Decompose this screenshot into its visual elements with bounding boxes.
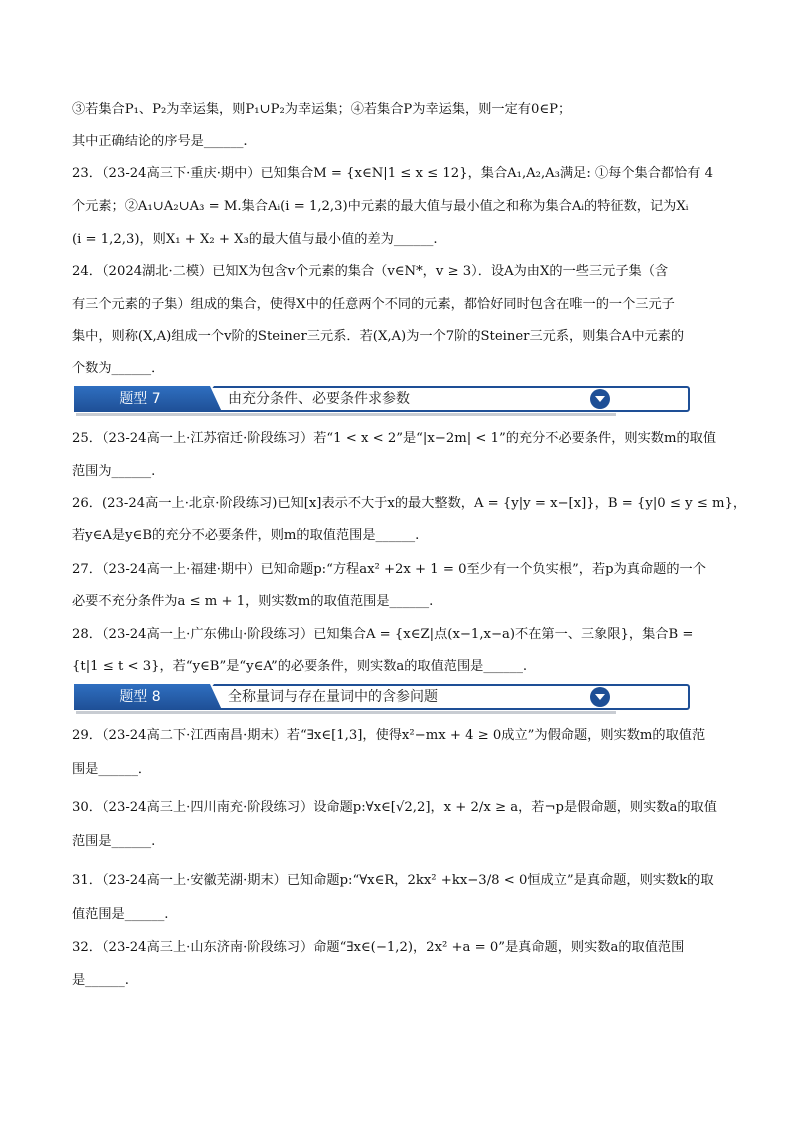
question-31: 31．（23-24高一上·安徽芜湖·期末）已知命题p:“∀x∈R，2kx² +kx−3/8 < 0恒成立”是真命题，则实数k的取	[72, 873, 714, 888]
question-29: 29．（23-24高二下·江西南昌·期末）若“∃x∈[1,3]，使得x²−mx + 4 ≥ 0成立”为假命题，则实数m的取值范	[72, 728, 706, 743]
text-line: 范围为______.	[72, 464, 156, 479]
text-line: 围是______．	[72, 762, 152, 777]
question-30: 30．（23-24高三上·四川南充·阶段练习）设命题p:∀x∈[√2,2]，x + 2/x ≥ a，若¬p是假命题，则实数a的取值	[72, 800, 717, 815]
question-26: 26．(23-24高一上·北京·阶段练习)已知[x]表示不大于x的最大整数，A = {y|y = x−[x]}，B = {y|0 ≤ y ≤ m}，	[72, 496, 747, 511]
section-tag: 题型 7	[74, 386, 206, 412]
text-line: (i = 1,2,3)，则X₁ + X₂ + X₃的最大值与最小值的差为______.	[72, 232, 438, 247]
text-line: 必要不充分条件为a ≤ m + 1，则实数m的取值范围是______.	[72, 594, 434, 609]
question-28: 28．（23-24高一上·广东佛山·阶段练习）已知集合A = {x∈Z|点(x−1,x−a)不在第一、三象限}，集合B =	[72, 627, 694, 642]
question-27: 27．（23-24高一上·福建·期中）已知命题p:“方程ax² +2x + 1 = 0至少有一个负实根”，若p为真命题的一个	[72, 562, 706, 577]
section-banner-8	[74, 684, 616, 710]
section-title: 全称量词与存在量词中的含参问题	[228, 689, 438, 705]
section-title: 由充分条件、必要条件求参数	[228, 391, 410, 407]
text-line: 个数为______．	[72, 361, 165, 376]
chevron-down-icon[interactable]	[590, 389, 610, 409]
question-24: 24．（2024湖北·二模）已知X为包含v个元素的集合（v∈N*，v ≥ 3）．设A为由X的一些三元子集（含	[72, 264, 669, 279]
chevron-down-icon[interactable]	[590, 687, 610, 707]
text-line: 有三个元素的子集）组成的集合，使得X中的任意两个不同的元素，都恰好同时包含在唯一的一个三元子	[72, 297, 675, 312]
text-line: 个元素；②A₁∪A₂∪A₃ = M.集合Aᵢ(i = 1,2,3)中元素的最大值与最小值之和称为集合Aᵢ的特征数，记为Xᵢ	[72, 199, 689, 214]
text-line: ③若集合P₁、P₂为幸运集，则P₁∪P₂为幸运集；④若集合P为幸运集，则一定有0∈P；	[72, 102, 572, 117]
section-banner-7	[74, 386, 616, 412]
text-line: 值范围是______.	[72, 907, 169, 922]
text-line: {t|1 ≤ t < 3}，若“y∈B”是“y∈A”的必要条件，则实数a的取值范围是______.	[72, 659, 528, 674]
text-line: 其中正确结论的序号是______.	[72, 134, 248, 149]
text-line: 若y∈A是y∈B的充分不必要条件，则m的取值范围是______.	[72, 528, 420, 543]
section-tag: 题型 8	[74, 684, 206, 710]
question-32: 32．（23-24高三上·山东济南·阶段练习）命题“∃x∈(−1,2)，2x² +a = 0”是真命题，则实数a的取值范围	[72, 940, 685, 955]
text-line: 集中，则称(X,A)组成一个v阶的Steiner三元系．若(X,A)为一个7阶的Steiner三元系，则集合A中元素的	[72, 329, 685, 344]
question-23: 23．（23-24高三下·重庆·期中）已知集合M = {x∈N|1 ≤ x ≤ 12}，集合A₁,A₂,A₃满足: ①每个集合都恰有 4	[72, 166, 714, 181]
question-25: 25．（23-24高一上·江苏宿迁·阶段练习）若“1 < x < 2”是“|x−2m| < 1”的充分不必要条件，则实数m的取值	[72, 431, 717, 446]
text-line: 是______.	[72, 973, 129, 988]
text-line: 范围是______.	[72, 834, 156, 849]
